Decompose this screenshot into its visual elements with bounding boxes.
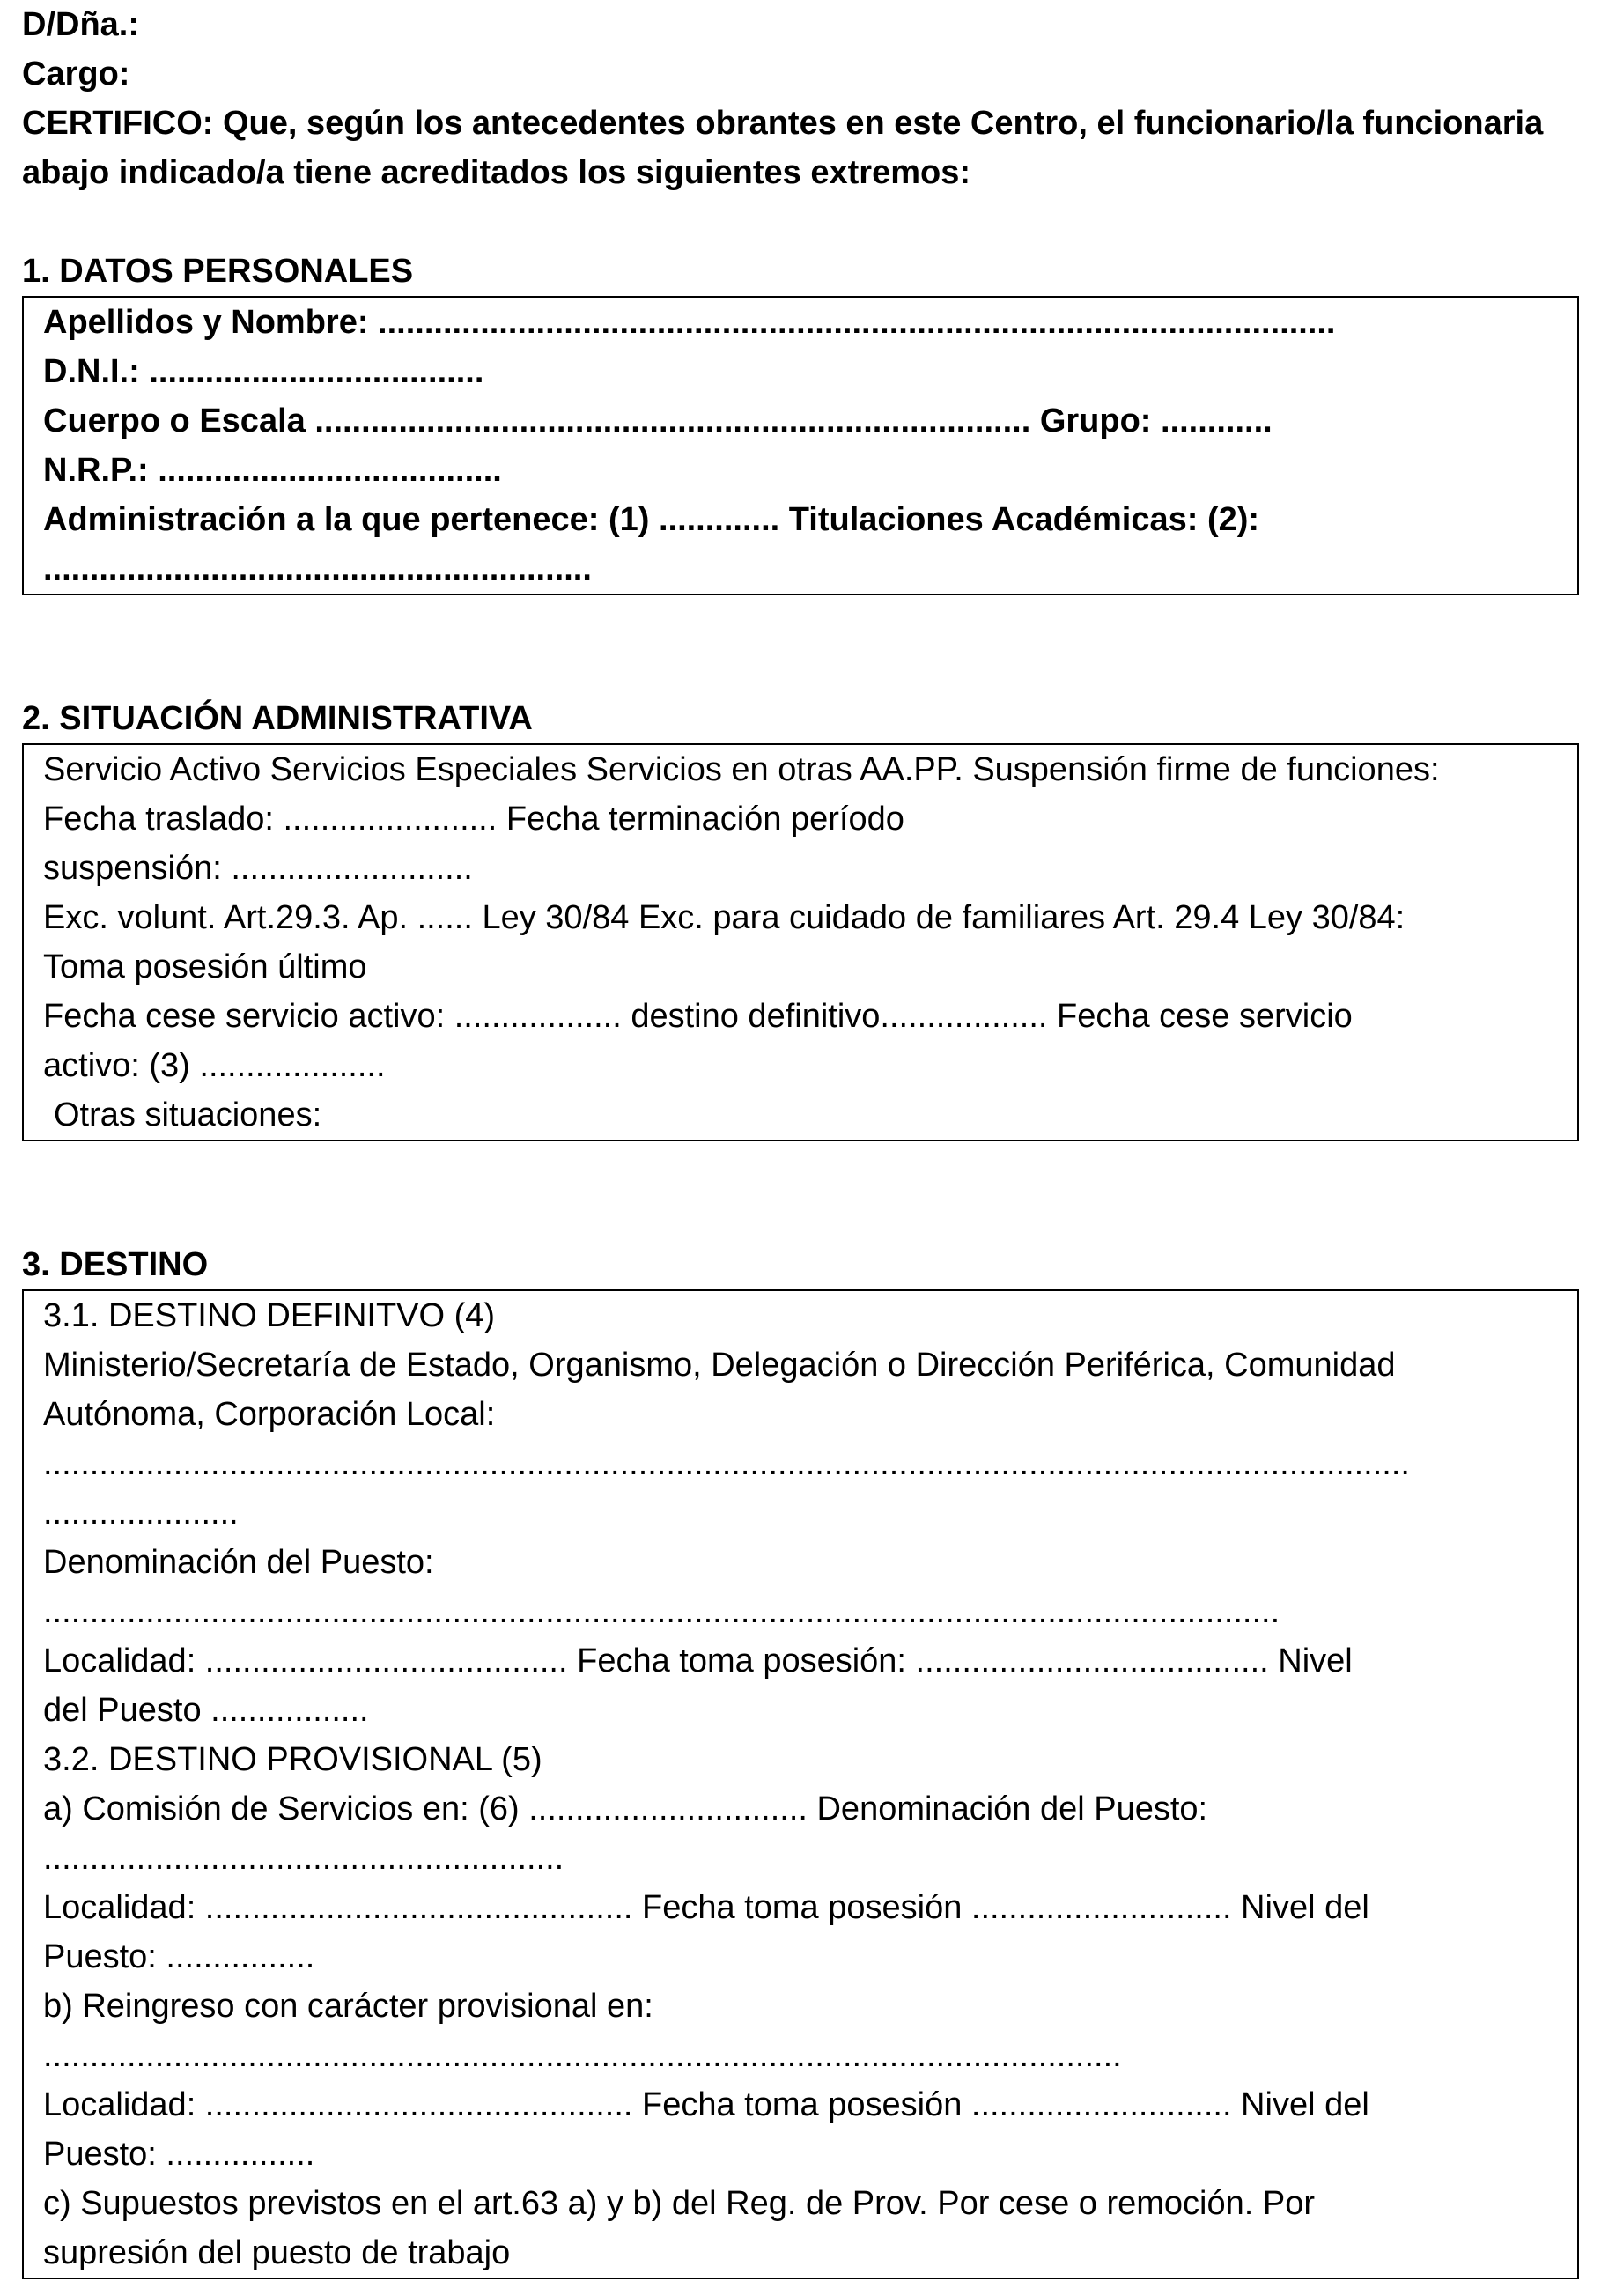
field-localidad-comision: Localidad: .............................................. Fecha toma posesión ............................ Nivel del (43, 1889, 1369, 1926)
section1-box (22, 296, 1579, 595)
field-ministerio: Ministerio/Secretaría de Estado, Organismo, Delegación o Dirección Periférica, Comunidad (43, 1347, 1396, 1384)
header-block (22, 0, 1581, 197)
field-toma-posesion-ultimo: Toma posesión último (43, 949, 367, 986)
spacer (22, 595, 1581, 694)
field-nivel-puesto-reingreso: Puesto: ................ (43, 2136, 315, 2173)
field-localidad-definitivo: Localidad: ....................................... Fecha toma posesión: ...................................... Nivel (43, 1643, 1353, 1680)
field-ministerio-value-cont: ..................... (43, 1495, 239, 1532)
field-localidad-reingreso: Localidad: .............................................. Fecha toma posesión ............................ Nivel del (43, 2086, 1369, 2123)
section2-box (22, 743, 1579, 1141)
header-dna-label: D/Dña.: (22, 6, 139, 43)
header-cargo-label: Cargo: (22, 55, 130, 92)
field-otras-situaciones: Otras situaciones: (54, 1096, 322, 1133)
field-supresion-puesto: supresión del puesto de trabajo (43, 2234, 511, 2271)
field-excedencias: Exc. volunt. Art.29.3. Ap. ...... Ley 30/84 Exc. para cuidado de familiares Art. 29.4 Ley 30/84: (43, 899, 1405, 936)
subsection-destino-provisional: 3.2. DESTINO PROVISIONAL (5) (43, 1741, 542, 1778)
field-cuerpo-grupo: Cuerpo o Escala ............................................................................. Grupo: ............ (43, 402, 1273, 439)
field-denominacion-puesto: Denominación del Puesto: (43, 1544, 434, 1581)
field-suspension: suspensión: .......................... (43, 850, 473, 887)
subsection-destino-definitivo: 3.1. DESTINO DEFINITVO (4) (43, 1297, 496, 1334)
field-titulaciones-value: ........................................................... (43, 550, 592, 587)
field-denominacion-value: ..................................................................................................................................... (43, 1593, 1280, 1630)
field-fecha-traslado: Fecha traslado: ....................... Fecha terminación período (43, 801, 904, 838)
section3-title: 3. DESTINO (22, 1246, 209, 1283)
field-situaciones: Servicio Activo Servicios Especiales Servicios en otras AA.PP. Suspensión firme de funciones: (43, 751, 1440, 788)
field-nrp: N.R.P.: ..................................... (43, 452, 502, 489)
field-comision-servicios: a) Comisión de Servicios en: (6) .............................. Denominación del Puesto: (43, 1790, 1208, 1827)
field-supuestos-art63: c) Supuestos previstos en el art.63 a) y b) del Reg. de Prov. Por cese o remoción. Por (43, 2185, 1315, 2222)
header-certifico-text: CERTIFICO: Que, según los antecedentes obrantes en este Centro, el funcionario/la funcionaria (22, 105, 1544, 142)
section2-title: 2. SITUACIÓN ADMINISTRATIVA (22, 700, 533, 737)
field-reingreso: b) Reingreso con carácter provisional en: (43, 1988, 653, 2025)
certificate-form (22, 0, 1581, 2279)
field-fecha-cese: Fecha cese servicio activo: .................. destino definitivo.................. Fecha cese servicio (43, 998, 1353, 1035)
field-nivel-puesto-comision: Puesto: ................ (43, 1938, 315, 1975)
spacer (22, 197, 1581, 247)
field-reingreso-value: .................................................................................................................... (43, 2037, 1122, 2074)
header-certifico-text-cont: abajo indicado/a tiene acreditados los siguientes extremos: (22, 154, 970, 191)
spacer (22, 1141, 1581, 1240)
section3-box (22, 1289, 1579, 2279)
section1-title: 1. DATOS PERSONALES (22, 253, 414, 290)
field-ministerio-cont: Autónoma, Corporación Local: (43, 1396, 496, 1433)
field-ministerio-value: ................................................................................................................................................... (43, 1445, 1410, 1482)
field-activo-3: activo: (3) .................... (43, 1047, 386, 1084)
field-comision-value: ........................................................ (43, 1840, 564, 1877)
field-dni: D.N.I.: .................................... (43, 353, 484, 390)
field-nivel-puesto-definitivo: del Puesto ................. (43, 1692, 369, 1729)
field-administracion-titulaciones: Administración a la que pertenece: (1) ............. Titulaciones Académicas: (2): (43, 501, 1260, 538)
field-apellidos-nombre: Apellidos y Nombre: ....................................................................................................... (43, 304, 1336, 341)
